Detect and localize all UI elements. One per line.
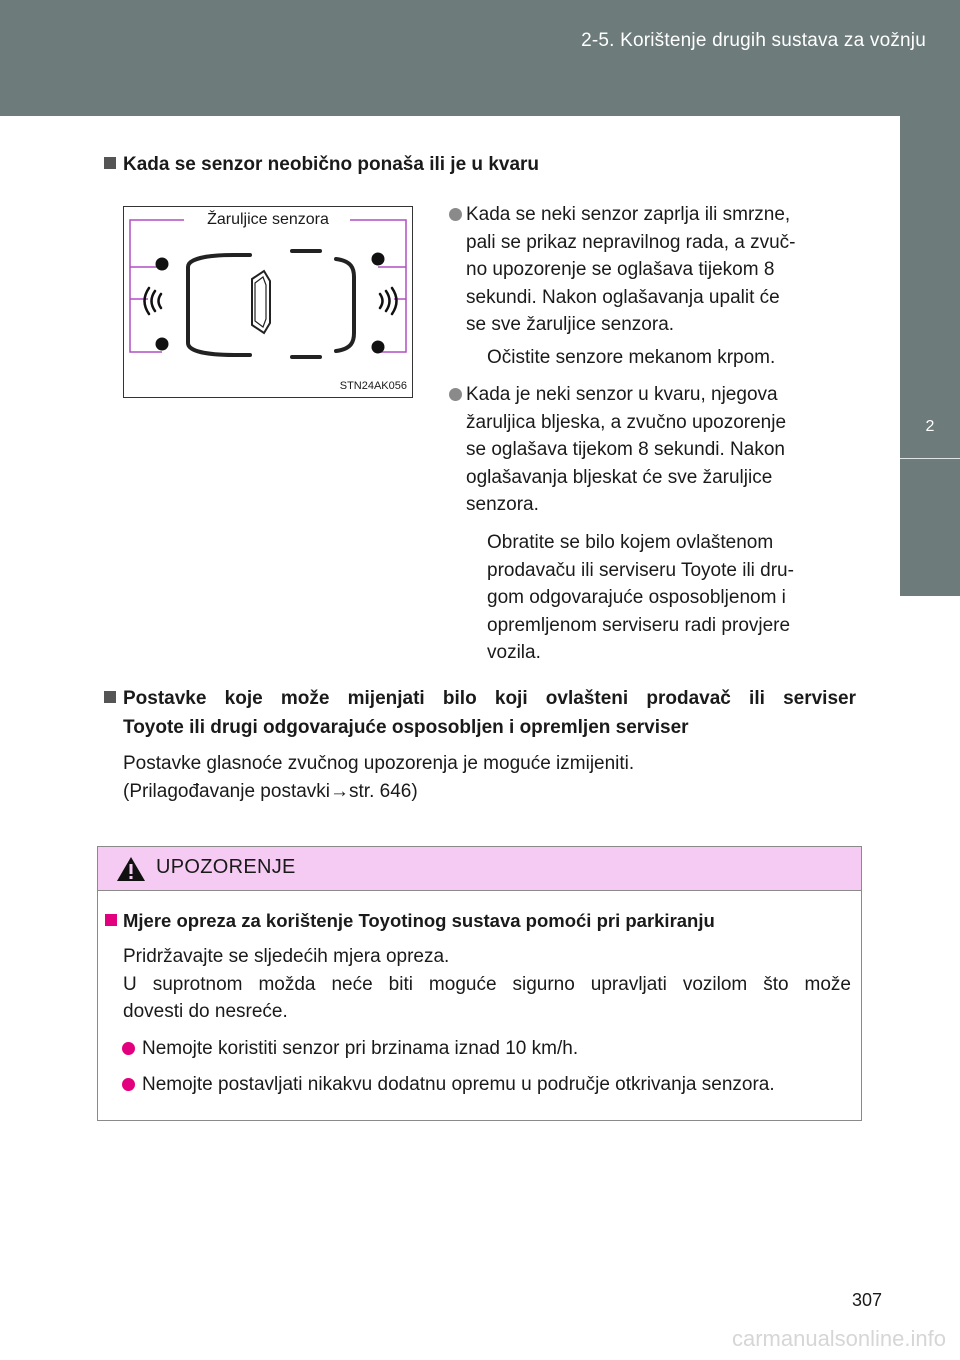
sensor-figure: [123, 206, 413, 398]
text-line: opremljenom serviseru radi provjere: [487, 614, 791, 636]
settings-body: [123, 750, 858, 805]
warning-triangle-icon: [116, 856, 146, 882]
section-title: 2-5. Korištenje drugih sustava za vožnju: [581, 30, 926, 51]
warning-title: UPOZORENJE: [156, 856, 296, 878]
chapter-number: 2: [925, 418, 935, 435]
car-sensor-illustration: [124, 207, 412, 397]
warning-bullet-accessories: Nemojte postavljati nikakvu dodatnu opremu u područje otkrivanja senzora.: [142, 1074, 775, 1095]
warning-header: [98, 847, 861, 891]
bullet-text-faulty-sensor: [466, 381, 846, 519]
chapter-tab: [900, 116, 960, 682]
warning-square-icon: [105, 914, 117, 926]
text-line: se sve žaruljice senzora.: [466, 314, 675, 335]
warning-bullet-speed: Nemojte koristiti senzor pri brzinama iznad 10 km/h.: [142, 1038, 579, 1059]
text-line: sekundi. Nakon oglašavanja upalit će: [466, 286, 780, 308]
section-heading-settings: [104, 684, 856, 742]
text-line: Obratite se bilo kojem ovlaštenom: [487, 532, 774, 553]
text-line: prodavaču ili serviseru Toyote ili dru-: [487, 559, 794, 581]
note-contact-dealer: [487, 529, 847, 667]
bullet-text-dirty-sensor: [466, 201, 846, 339]
bullet-icon: [449, 208, 462, 221]
heading-text: Kada se senzor neobično ponaša ili je u kvaru: [123, 154, 540, 175]
chapter-label: U vožnji: [921, 620, 940, 682]
page-header: [0, 0, 960, 116]
text-line: se oglašava tijekom 8 sekundi. Nakon: [466, 439, 785, 460]
text-line: vozila.: [487, 642, 541, 663]
text-line: dovesti do nesreće.: [123, 1001, 288, 1022]
text-line: Postavke glasnoće zvučnog upozorenja je moguće izmijeniti.: [123, 753, 635, 774]
heading-square-icon: [104, 691, 116, 703]
text-line: Kada je neki senzor u kvaru, njegova: [466, 384, 778, 405]
page-reference-link[interactable]: (Prilagođavanje postavki→str. 646): [123, 780, 418, 802]
note-clean-sensors: Očistite senzore mekanom krpom.: [487, 347, 776, 368]
heading-square-icon: [104, 157, 116, 169]
warning-box: [97, 846, 862, 1121]
text-line: Pridržavajte se sljedećih mjera opreza.: [123, 946, 450, 967]
figure-code: STN24AK056: [339, 380, 407, 392]
footer-watermark: carmanualsonline.info: [731, 1326, 946, 1351]
warning-bullet-icon: [122, 1078, 135, 1091]
bullet-icon: [449, 388, 462, 401]
chapter-divider: [900, 458, 960, 459]
text-line: pali se prikaz nepravilnog rada, a zvuč-: [466, 231, 796, 253]
warning-heading: Mjere opreza za korištenje Toyotinog sustava pomoći pri parkiranju: [123, 910, 715, 931]
page-number: 307: [852, 1290, 883, 1310]
text-line: oglašavanja bljeskat će sve žaruljice: [466, 466, 773, 488]
text-line: U suprotnom možda neće biti moguće sigurno upravljati vozilom što može: [123, 973, 851, 995]
text-line: žaruljica bljeska, a zvučno upozorenje: [466, 411, 787, 433]
section-heading-malfunction: [104, 150, 539, 179]
text-line: no upozorenje se oglašava tijekom 8: [466, 259, 775, 280]
text-line: senzora.: [466, 494, 539, 515]
warning-body: [123, 943, 851, 1026]
text-line: gom odgovarajuće osposobljenom i: [487, 587, 786, 608]
figure-label: Žaruljice senzora: [188, 211, 348, 229]
warning-bullet-icon: [122, 1042, 135, 1055]
text-line: Kada se neki senzor zaprlja ili smrzne,: [466, 204, 791, 225]
heading-text: Postavke koje može mijenjati bilo koji ovlašteni prodavač ili serviser: [123, 688, 856, 709]
heading-text: Toyote ili drugi odgovarajuće osposobljen i opremljen serviser: [123, 717, 689, 738]
